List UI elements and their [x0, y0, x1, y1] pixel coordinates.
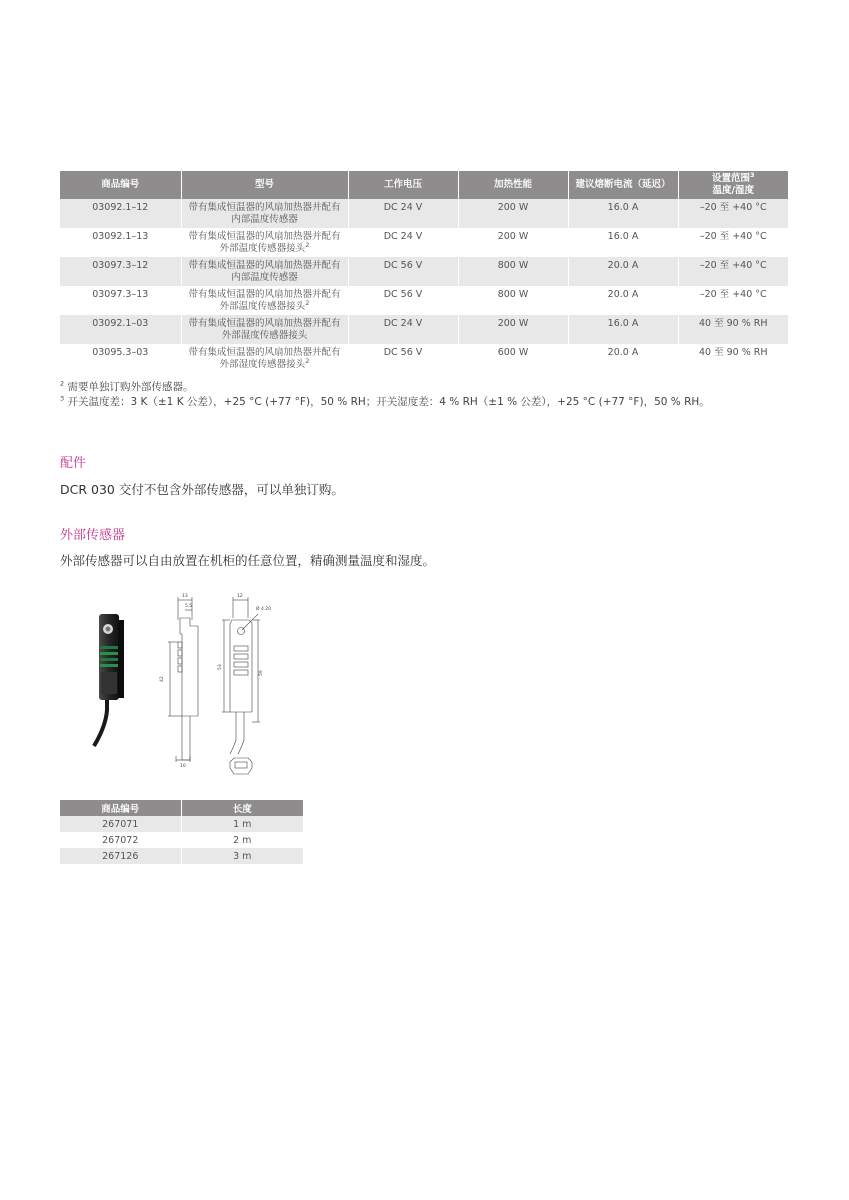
dim-53: 53 — [218, 664, 223, 670]
power: 800 W — [458, 257, 568, 286]
product-number: 03097.3–13 — [60, 286, 181, 315]
header-operating-voltage: 工作电压 — [348, 171, 458, 199]
sensor-dimension-drawing — [158, 590, 278, 782]
footnote-3: $^3$ 开关温度差：3 K（±1 K 公差），+25 °C (+77 °F)，50 % RH；开关湿度差：4 % RH（±1 % 公差），+25 °C (+77 °F)，50 % RH。 — [60, 394, 710, 408]
power: 800 W — [458, 286, 568, 315]
header-setting-range: 设置范围$^3$ 温度/湿度 — [678, 171, 788, 199]
accessories-text: DCR 030 交付不包含外部传感器，可以单独订购。 — [60, 482, 344, 497]
accessories-title: 配件 — [60, 456, 87, 471]
header-length: 长度 — [181, 800, 303, 816]
table-header-row — [60, 171, 788, 199]
voltage: DC 56 V — [348, 344, 458, 373]
power: 200 W — [458, 315, 568, 344]
sensor-order-table — [60, 800, 303, 864]
table-row — [60, 228, 788, 257]
dim-hole: Ø 4.20 — [256, 607, 271, 612]
specification-table — [60, 171, 788, 373]
range: –20 至 +40 °C — [699, 289, 767, 300]
table-row — [60, 848, 303, 864]
voltage: DC 24 V — [348, 199, 458, 228]
product-number: 03092.1–03 — [60, 315, 181, 344]
fuse: 20.0 A — [568, 257, 678, 286]
header-product-number: 商品编号 — [60, 800, 181, 816]
model: 带有集成恒温器的风扇加热器并配有 外部温度传感器接头$^2$ — [181, 286, 348, 315]
header-recommended-fuse: 建议熔断电流（延迟） — [568, 171, 678, 199]
dim-42: 42 — [160, 676, 165, 682]
voltage: DC 24 V — [348, 315, 458, 344]
table-row — [60, 816, 303, 832]
dim-59: 59 — [259, 670, 264, 676]
table-row — [60, 199, 788, 228]
header-model: 型号 — [181, 171, 348, 199]
length: 3 m — [181, 848, 303, 864]
power: 200 W — [458, 199, 568, 228]
table-row — [60, 344, 788, 373]
external-sensor-text: 外部传感器可以自由放置在机柜的任意位置，精确测量温度和湿度。 — [60, 553, 436, 568]
product-number: 03092.1–13 — [60, 228, 181, 257]
range: –20 至 +40 °C — [678, 257, 788, 286]
table-header-row — [60, 800, 303, 816]
dim-5-5: 5.5 — [185, 604, 193, 609]
fuse: 16.0 A — [568, 228, 678, 257]
model: 带有集成恒温器的风扇加热器并配有 外部湿度传感器接头$^2$ — [181, 344, 348, 373]
external-sensor-title: 外部传感器 — [60, 528, 126, 543]
voltage: DC 24 V — [348, 228, 458, 257]
model: 带有集成恒温器的风扇加热器并配有 外部温度传感器接头$^2$ — [181, 228, 348, 257]
product-number: 267071 — [60, 816, 181, 832]
range: 40 至 90 % RH — [698, 347, 768, 358]
power: 600 W — [458, 344, 568, 373]
product-number: 267126 — [60, 848, 181, 864]
product-number: 03095.3–03 — [60, 344, 181, 373]
model: 带有集成恒温器的风扇加热器并配有 内部温度传感器 — [181, 257, 348, 286]
fuse: 20.0 A — [568, 286, 678, 315]
product-number: 03092.1–12 — [60, 199, 181, 228]
table-row — [60, 832, 303, 848]
dim-10: 10 — [180, 764, 186, 769]
length: 1 m — [181, 816, 303, 832]
table-row — [60, 257, 788, 286]
fuse: 20.0 A — [568, 344, 678, 373]
dim-13: 13 — [182, 594, 188, 599]
footnotes — [60, 380, 710, 410]
product-number: 267072 — [60, 832, 181, 848]
fuse: 16.0 A — [568, 315, 678, 344]
product-number: 03097.3–12 — [60, 257, 181, 286]
length: 2 m — [233, 834, 252, 846]
dim-12: 12 — [237, 594, 243, 599]
header-product-number: 商品编号 — [60, 171, 181, 199]
power: 200 W — [458, 228, 568, 257]
table-row — [60, 286, 788, 315]
footnote-2: $^2$ 需要单独订购外部传感器。 — [60, 379, 194, 393]
range: 40 至 90 % RH — [678, 315, 788, 344]
header-heating-power: 加热性能 — [458, 171, 568, 199]
range: –20 至 +40 °C — [699, 231, 767, 242]
model: 带有集成恒温器的风扇加热器并配有 内部温度传感器 — [181, 199, 348, 228]
sensor-photo — [90, 612, 138, 747]
voltage: DC 56 V — [348, 286, 458, 315]
table-row — [60, 315, 788, 344]
fuse: 16.0 A — [568, 199, 678, 228]
range: –20 至 +40 °C — [678, 199, 788, 228]
voltage: DC 56 V — [348, 257, 458, 286]
model: 带有集成恒温器的风扇加热器并配有 外部湿度传感器接头 — [181, 315, 348, 344]
